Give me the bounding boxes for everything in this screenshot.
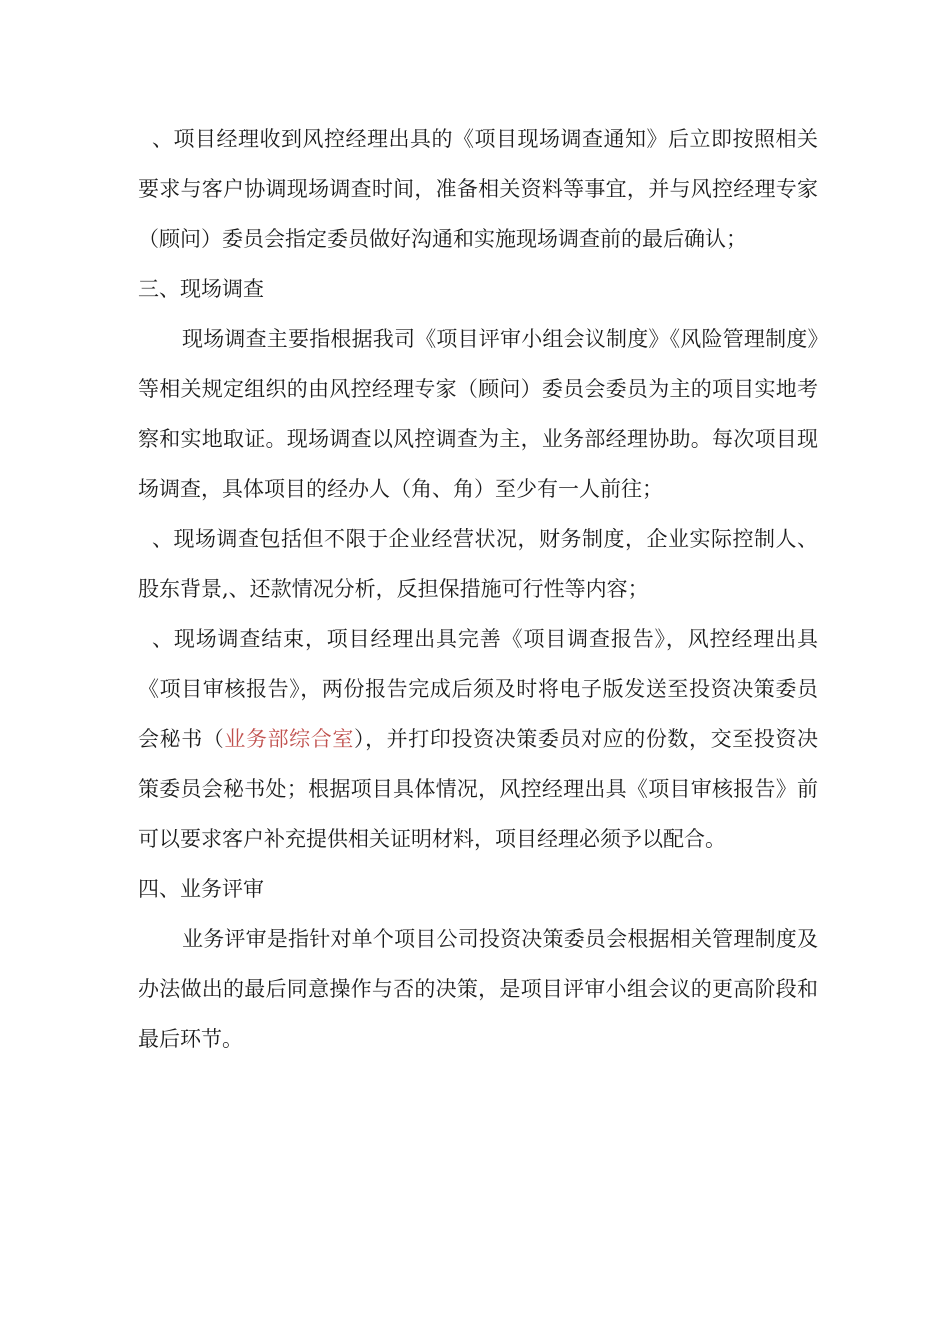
paragraph-4: [138, 614, 818, 864]
section-heading-3: 三、现场调查: [138, 277, 264, 301]
paragraph-5: 业务评审是指针对单个项目公司投资决策委员会根据相关管理制度及办法做出的最后同意操作与否的决策，是项目评审小组会议的更高阶段和最后环节。: [138, 927, 818, 1051]
paragraph-4-text-b: ），并打印投资决策委员对应的份数，交至投资决策委员会秘书处；根据项目具体情况，风控经理出具《项目审核报告》前可以要求客户补充提供相关证明材料，项目经理必须予以配合。: [138, 727, 819, 851]
document-body: [138, 114, 818, 1064]
highlighted-department: 业务部综合室: [224, 727, 354, 751]
paragraph-1: 、项目经理收到风控经理出具的《项目现场调查通知》后立即按照相关要求与客户协调现场调查时间，准备相关资料等事宜，并与风控经理专家（顾问）委员会指定委员做好沟通和实施现场调查前的最后确认；: [138, 127, 818, 251]
section-heading-4: 四、业务评审: [138, 877, 264, 901]
paragraph-4-text-a: 、现场调查结束，项目经理出具完善《项目调查报告》，风控经理出具《项目审核报告》，两份报告完成后须及时将电子版发送至投资决策委员会秘书（: [138, 627, 818, 751]
paragraph-2: 现场调查主要指根据我司《项目评审小组会议制度》《风险管理制度》等相关规定组织的由风控经理专家（顾问）委员会委员为主的项目实地考察和实地取证。现场调查以风控调查为主，业务部经理协助。每次项目现场调查，具体项目的经办人（角、角）至少有一人前往；: [138, 327, 818, 501]
paragraph-3: 、现场调查包括但不限于企业经营状况，财务制度，企业实际控制人、股东背景,、还款情况分析，反担保措施可行性等内容；: [138, 527, 818, 601]
